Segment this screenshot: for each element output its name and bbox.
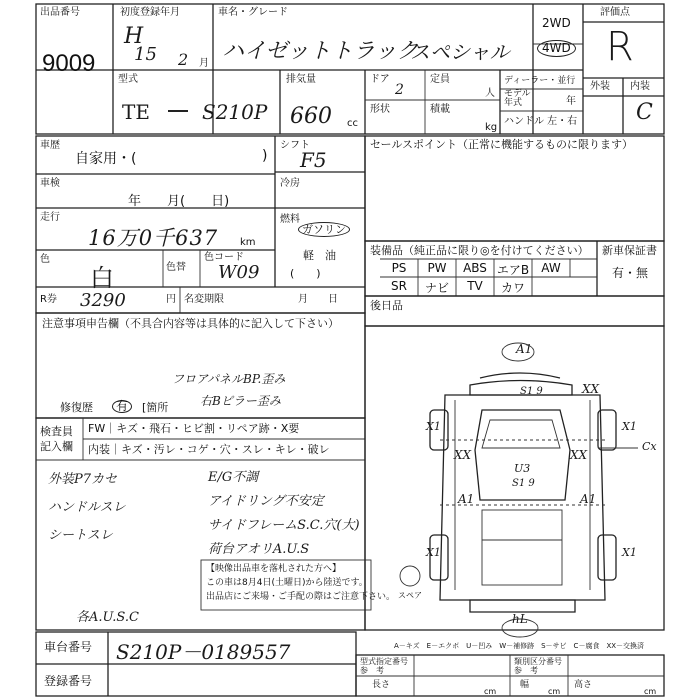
- person-unit: 人: [485, 88, 495, 99]
- rename-deadline-value: 月 日: [298, 294, 338, 305]
- model-dash: [168, 110, 188, 112]
- shape-label: 形状: [370, 104, 390, 115]
- cc-unit: cc: [347, 118, 358, 129]
- shift-label: シフト: [280, 140, 310, 151]
- diagram-s1-front: S1 9: [520, 386, 543, 397]
- warranty-value: 有・無: [612, 266, 649, 280]
- yen-unit: 円: [166, 294, 176, 305]
- color-value: 白: [90, 264, 114, 292]
- diagram-xx-left: XX: [454, 448, 472, 462]
- year-unit: 年: [566, 96, 576, 107]
- inspector-label: 検査員 記入欄: [40, 425, 73, 453]
- repair-history-label: 修復歴: [60, 401, 93, 414]
- warranty-label: 新車保証書: [602, 244, 657, 257]
- note-pillar: 右Bピラー歪み: [200, 394, 281, 408]
- diagram-xx-top: XX: [582, 382, 600, 396]
- mileage-value: 16万0千637: [88, 226, 219, 250]
- fw-line: FW｜キズ・飛石・ヒビ割・リペア跡・X要: [88, 422, 300, 435]
- color-label: 色: [40, 254, 50, 265]
- lot-number-label: 出品番号: [40, 7, 80, 18]
- inspector-comment: アイドリング不安定: [208, 494, 324, 509]
- car-grade: スペシャル: [410, 40, 510, 64]
- equipment-item: PS: [391, 261, 407, 275]
- inspector-bottom-note: 各A.U.S.C: [76, 610, 139, 625]
- diagram-x1-bottom-left: X1: [426, 546, 441, 559]
- width-unit: cm: [548, 687, 561, 696]
- notice-line-3: 出品店にご来場・ご手配の際はご注意下さい。: [206, 592, 396, 602]
- repair-history-value: 有: [112, 400, 132, 413]
- equipment-label: 装備品（純正品に限り◎を付けてください）: [370, 244, 589, 257]
- fuel-light-oil: 軽 油: [303, 249, 336, 262]
- diagram-cx: Cx: [642, 440, 657, 453]
- door-label: ドア: [370, 74, 390, 85]
- diagram-x1-top-left: X1: [426, 420, 441, 433]
- length-unit: cm: [484, 687, 497, 696]
- displacement: 660: [290, 104, 332, 129]
- handle-label: ハンドル 左・右: [504, 116, 578, 127]
- equipment-item: PW: [427, 261, 447, 275]
- equipment-item: カワ: [500, 281, 525, 295]
- width-label: 幅: [520, 680, 530, 690]
- history-value: 自家用・(: [75, 151, 137, 167]
- drive-2wd: 2WD: [542, 16, 571, 30]
- sales-point-label: セールスポイント（正常に機能するものに限ります）: [370, 138, 634, 151]
- km-unit: km: [240, 237, 256, 248]
- equipment-item: ナビ: [424, 281, 449, 295]
- diagram-a1-left: A1: [458, 492, 475, 506]
- car-name: ハイゼットトラック: [222, 39, 419, 64]
- exterior-label: 外装: [590, 81, 610, 92]
- diagram-spare-label: スペア: [398, 591, 422, 600]
- fuel-parens: ( ): [290, 267, 321, 280]
- length-label: 長さ: [372, 680, 391, 690]
- month-unit: 月: [199, 58, 209, 69]
- capacity-label: 定員: [430, 74, 450, 85]
- car-name-label: 車名・グレード: [218, 7, 288, 18]
- color-code-label: 色コード: [204, 252, 244, 263]
- class-number-label: 類別区分番号 参 考: [514, 657, 562, 675]
- history-label: 車歴: [40, 140, 60, 151]
- mileage-label: 走行: [40, 212, 60, 223]
- kg-unit: kg: [485, 122, 498, 133]
- diagram-legend: A－キズ E－エクボ U－凹み W－補修跡 S－サビ C－腐食 XX－交換済: [394, 642, 645, 650]
- diagram-a1-right: A1: [580, 492, 597, 506]
- model-prefix: TE: [122, 100, 150, 124]
- inspection-label: 車検: [40, 178, 60, 189]
- diagram-rear-a1: hL: [512, 612, 528, 626]
- equipment-item: ABS: [463, 261, 487, 275]
- displacement-label: 排気量: [286, 74, 316, 85]
- rear-item-label: 後日品: [370, 299, 403, 312]
- load-label: 積載: [430, 104, 450, 115]
- registration-month: 2: [178, 50, 189, 69]
- model-code: S210P: [202, 100, 268, 124]
- diagram-s1-middle: S1 9: [512, 478, 535, 489]
- notes-title: 注意事項申告欄（不具合内容等は具体的に記入して下さい）: [42, 317, 339, 330]
- score: R: [606, 24, 634, 70]
- recycle-value: 3290: [80, 290, 126, 311]
- diagram-x1-bottom-right: X1: [622, 546, 637, 559]
- doors: 2: [395, 82, 404, 98]
- rename-deadline-label: 名変期限: [184, 294, 224, 305]
- model-year-label: モデル 年式: [504, 89, 531, 108]
- fuel-label: 燃料: [280, 214, 300, 225]
- inspector-comment: ハンドルスレ: [48, 500, 126, 515]
- notice-line-2: この車は8月4日(土曜日)から陸送です。: [206, 578, 368, 588]
- inspector-comment: E/G不調: [208, 470, 259, 485]
- fuel-gasoline: ガソリン: [298, 222, 350, 237]
- registration-number-label: 登録番号: [44, 674, 93, 688]
- diagram-x1-top-right: X1: [622, 420, 637, 433]
- shift-value: F5: [300, 148, 327, 172]
- diagram-xx-right: XX: [570, 448, 588, 462]
- color-code: W09: [218, 262, 260, 283]
- diagram-front-a1: A1: [516, 342, 533, 356]
- inspector-comment: シートスレ: [48, 528, 113, 543]
- interior-label: 内装: [630, 81, 650, 92]
- height-label: 高さ: [574, 680, 593, 690]
- lot-number: 9009: [42, 50, 96, 77]
- inspector-comment: 外装P7カセ: [48, 472, 118, 487]
- inspection-value: 年 月( 日): [128, 194, 230, 209]
- equipment-item: SR: [391, 279, 407, 293]
- inspector-comment: サイドフレームS.C.穴(大): [208, 518, 360, 533]
- model-label: 型式: [118, 74, 138, 85]
- score-label: 評価点: [600, 7, 630, 18]
- equipment-item: エアB: [496, 263, 530, 277]
- chassis-number: S210P－0189557: [116, 640, 291, 664]
- equipment-item: AW: [541, 261, 561, 275]
- height-unit: cm: [644, 687, 657, 696]
- note-floor-panel: フロアパネルBP.歪み: [172, 372, 286, 386]
- type-spec-label: 型式指定番号 参 考: [360, 657, 408, 675]
- chassis-number-label: 車台番号: [44, 640, 93, 654]
- equipment-item: TV: [467, 279, 483, 293]
- recycle-label: R券: [40, 294, 57, 305]
- first-registration-label: 初度登録年月: [120, 7, 180, 18]
- era: H: [124, 24, 144, 49]
- dealer-label: ディーラー・並行: [504, 76, 576, 86]
- interior-line: 内装｜キズ・汚レ・コゲ・穴・スレ・キレ・破レ: [88, 443, 330, 456]
- diagram-u3: U3: [514, 462, 531, 475]
- notice-line-1: 【映像出品車を落札された方へ】: [206, 564, 342, 574]
- repair-location-label: [箇所: [142, 401, 169, 414]
- inspector-comment: 荷台アオリA.U.S: [208, 542, 310, 557]
- recolor-label: 色替: [166, 262, 186, 273]
- history-close: ): [262, 148, 268, 164]
- drive-4wd: 4WD: [537, 40, 576, 57]
- registration-year: 15: [134, 44, 157, 65]
- ac-label: 冷房: [280, 178, 300, 189]
- interior-grade: C: [636, 100, 653, 125]
